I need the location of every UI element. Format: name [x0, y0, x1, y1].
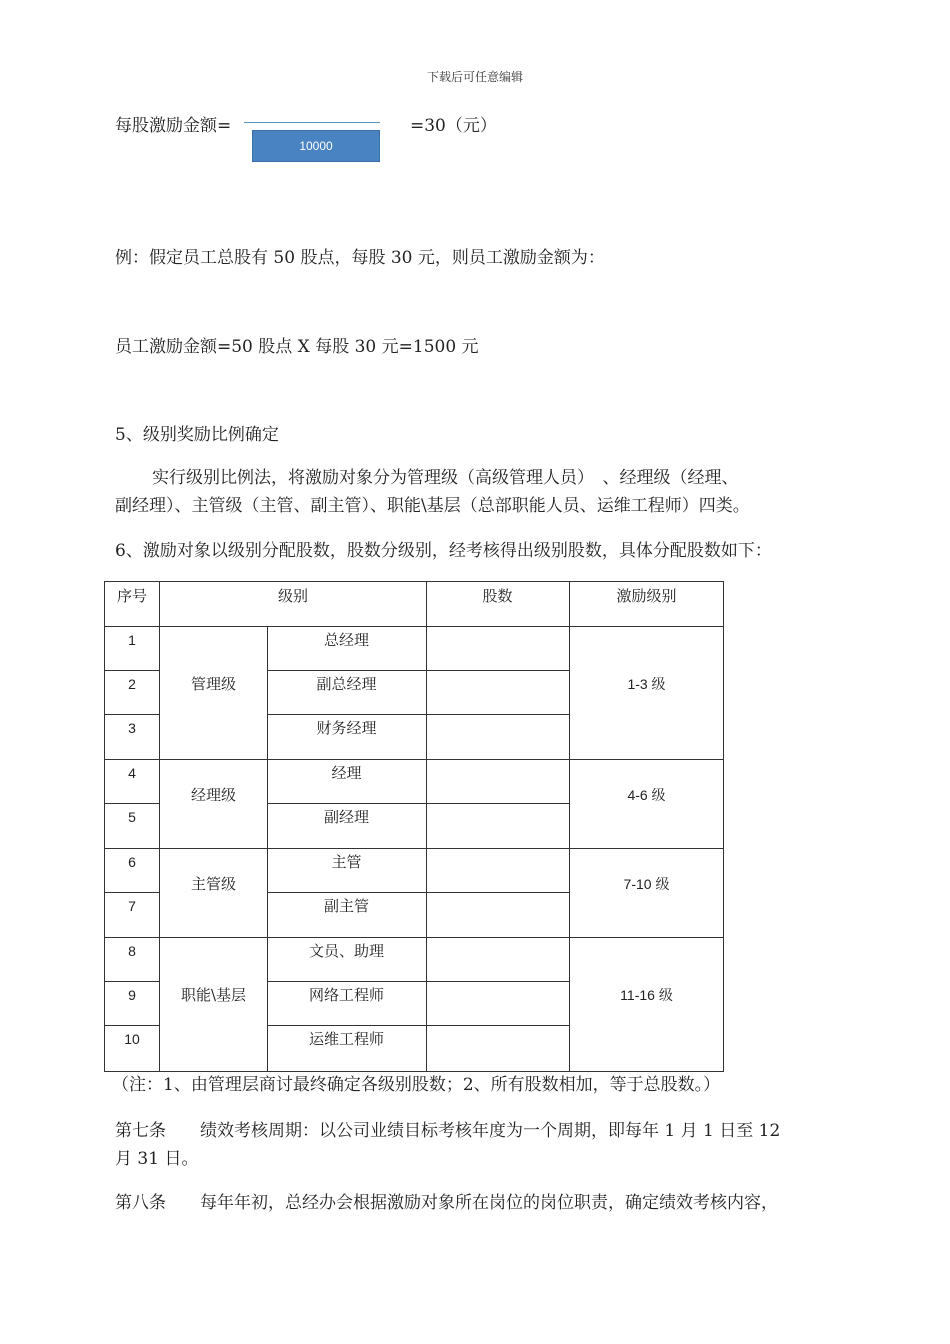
group-name: 管理级 — [190, 675, 236, 693]
article7-line1: 第七条 绩效考核周期：以公司业绩目标考核年度为一个周期，即每年 1 月 1 日至 12 — [115, 1121, 781, 1141]
incentive-grade: 11-16 级 — [620, 987, 673, 1003]
row-number: 10 — [124, 1031, 140, 1047]
table-line — [267, 803, 569, 804]
table-note: （注：1、由管理层商讨最终确定各级别股数；2、所有股数相加，等于总股数。） — [112, 1075, 721, 1095]
page-header: 下载后可任意编辑 — [426, 70, 523, 84]
table-border-bottom — [104, 1071, 724, 1072]
table-line — [104, 981, 160, 982]
position-title: 经理 — [331, 764, 362, 782]
row-number: 7 — [128, 898, 136, 914]
section5-paragraph-line2: 副经理）、主管级（主管、副主管）、职能\基层（总部职能人员、运维工程师）四类。 — [115, 496, 750, 516]
group-name: 经理级 — [190, 786, 236, 804]
section6-line: 6、激励对象以级别分配股数，股数分级别，经考核得出级别股数，具体分配股数如下： — [115, 541, 772, 561]
row-number: 9 — [128, 987, 136, 1003]
table-line — [104, 1025, 160, 1026]
table-header-shares: 股数 — [482, 587, 513, 605]
incentive-grade: 1-3 级 — [627, 676, 666, 692]
position-title: 主管 — [331, 853, 362, 871]
article8-line: 第八条 每年年初，总经办会根据激励对象所在岗位的岗位职责，确定绩效考核内容， — [115, 1193, 778, 1213]
formula-result: =30（元） — [410, 116, 497, 136]
section5-title: 5、级别奖励比例确定 — [115, 425, 279, 445]
table-header-level: 级别 — [277, 587, 308, 605]
table-line — [267, 1025, 569, 1026]
row-number: 3 — [128, 720, 136, 736]
table-group-divider — [104, 848, 724, 849]
incentive-grade: 7-10 级 — [623, 876, 670, 892]
table-line — [426, 581, 427, 1072]
example-calculation: 员工激励金额=50 股点 X 每股 30 元=1500 元 — [115, 337, 479, 357]
table-header-divider — [104, 626, 724, 627]
row-number: 4 — [128, 765, 136, 781]
position-title: 文员、助理 — [308, 942, 384, 960]
table-line — [267, 981, 569, 982]
row-number: 1 — [128, 632, 136, 648]
table-group-divider — [104, 937, 724, 938]
row-number: 2 — [128, 676, 136, 692]
position-title: 副主管 — [323, 897, 369, 915]
position-title: 网络工程师 — [308, 986, 384, 1004]
article7-line2: 月 31 日。 — [115, 1149, 199, 1169]
incentive-grade: 4-6 级 — [627, 787, 666, 803]
position-title: 副经理 — [323, 808, 369, 826]
table-border-top — [104, 581, 724, 582]
example-line: 例：假定员工总股有 50 股点，每股 30 元，则员工激励金额为： — [115, 248, 605, 268]
share-allocation-table — [104, 581, 724, 1072]
position-title: 财务经理 — [316, 719, 377, 737]
table-group-divider — [104, 759, 724, 760]
table-line — [267, 892, 569, 893]
table-line — [267, 626, 268, 1072]
formula-denominator-box: 10000 — [252, 130, 380, 162]
formula-label: 每股激励金额= — [115, 116, 232, 136]
table-line — [267, 714, 569, 715]
row-number: 8 — [128, 943, 136, 959]
table-line — [104, 714, 160, 715]
position-title: 运维工程师 — [308, 1030, 384, 1048]
table-line — [104, 803, 160, 804]
group-name: 主管级 — [190, 875, 236, 893]
section5-paragraph-line1: 实行级别比例法，将激励对象分为管理级（高级管理人员） 、经理级（经理、 — [152, 468, 739, 488]
formula-fraction-line — [244, 122, 380, 123]
table-line — [104, 670, 160, 671]
group-name: 职能\基层 — [180, 986, 247, 1004]
table-header-grade: 激励级别 — [616, 587, 677, 605]
position-title: 副总经理 — [316, 675, 377, 693]
table-line — [267, 670, 569, 671]
row-number: 6 — [128, 854, 136, 870]
table-header-no: 序号 — [116, 587, 147, 605]
row-number: 5 — [128, 809, 136, 825]
position-title: 总经理 — [323, 631, 369, 649]
table-line — [104, 892, 160, 893]
